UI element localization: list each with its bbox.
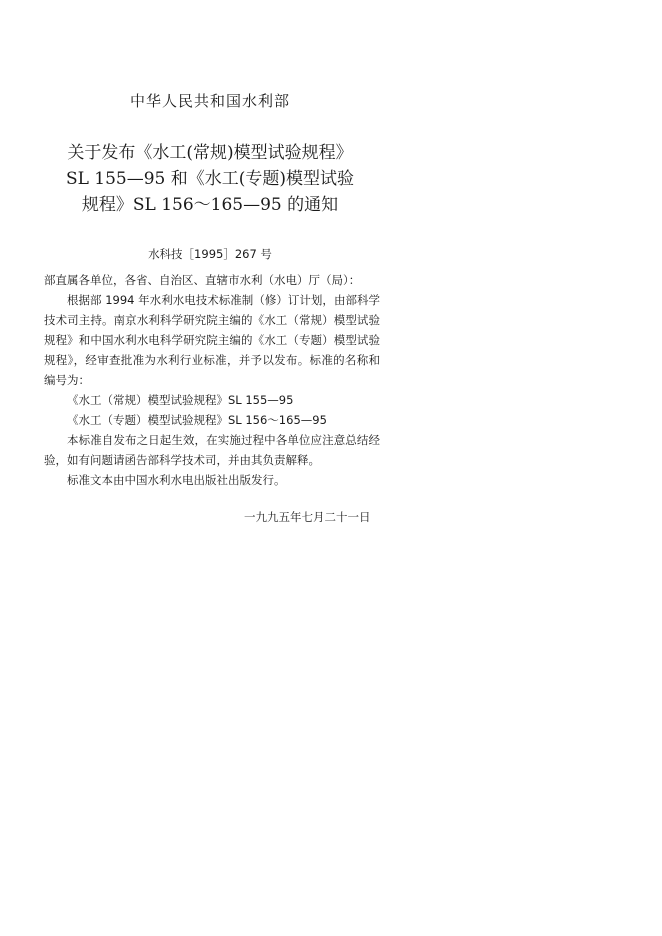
standard-name-line: 《水工（常规）模型试验规程》SL 155—95 xyxy=(67,393,294,407)
standard-name-line: 《水工（专题）模型试验规程》SL 156～165—95 xyxy=(67,413,327,427)
notice-body xyxy=(44,270,380,490)
body-paragraph: 本标准自发布之日起生效，在实施过程中各单位应注意总结经验，如有问题请函告部科学技术司，并由其负责解释。 xyxy=(44,433,380,467)
issuer-heading: 中华人民共和国水利部 xyxy=(129,92,290,110)
notice-title xyxy=(20,140,400,218)
notice-title-line: SL 155—95 和《水工(专题)模型试验 xyxy=(65,169,355,189)
document-number: 水科技［1995］267 号 xyxy=(148,247,272,261)
body-paragraph: 标准文本由中国水利水电出版社出版发行。 xyxy=(67,473,286,487)
issue-date: 一九九五年七月二十一日 xyxy=(244,510,371,524)
body-paragraph: 根据部 1994 年水利水电技术标准制（修）订计划，由部科学技术司主持。南京水利科学研究院主编的《水工（常规）模型试验规程》和中国水利水电科学研究院主编的《水工（专题）模型试验规程》，经审查批准为水利行业标准，并予以发布。标准的名称和编号为： xyxy=(44,293,380,387)
notice-title-line: 规程》SL 156～165—95 的通知 xyxy=(81,195,339,215)
addressee-line: 部直属各单位，各省、自治区、直辖市水利（水电）厅（局）： xyxy=(44,273,361,287)
notice-title-line: 关于发布《水工(常规)模型试验规程》 xyxy=(67,143,353,163)
